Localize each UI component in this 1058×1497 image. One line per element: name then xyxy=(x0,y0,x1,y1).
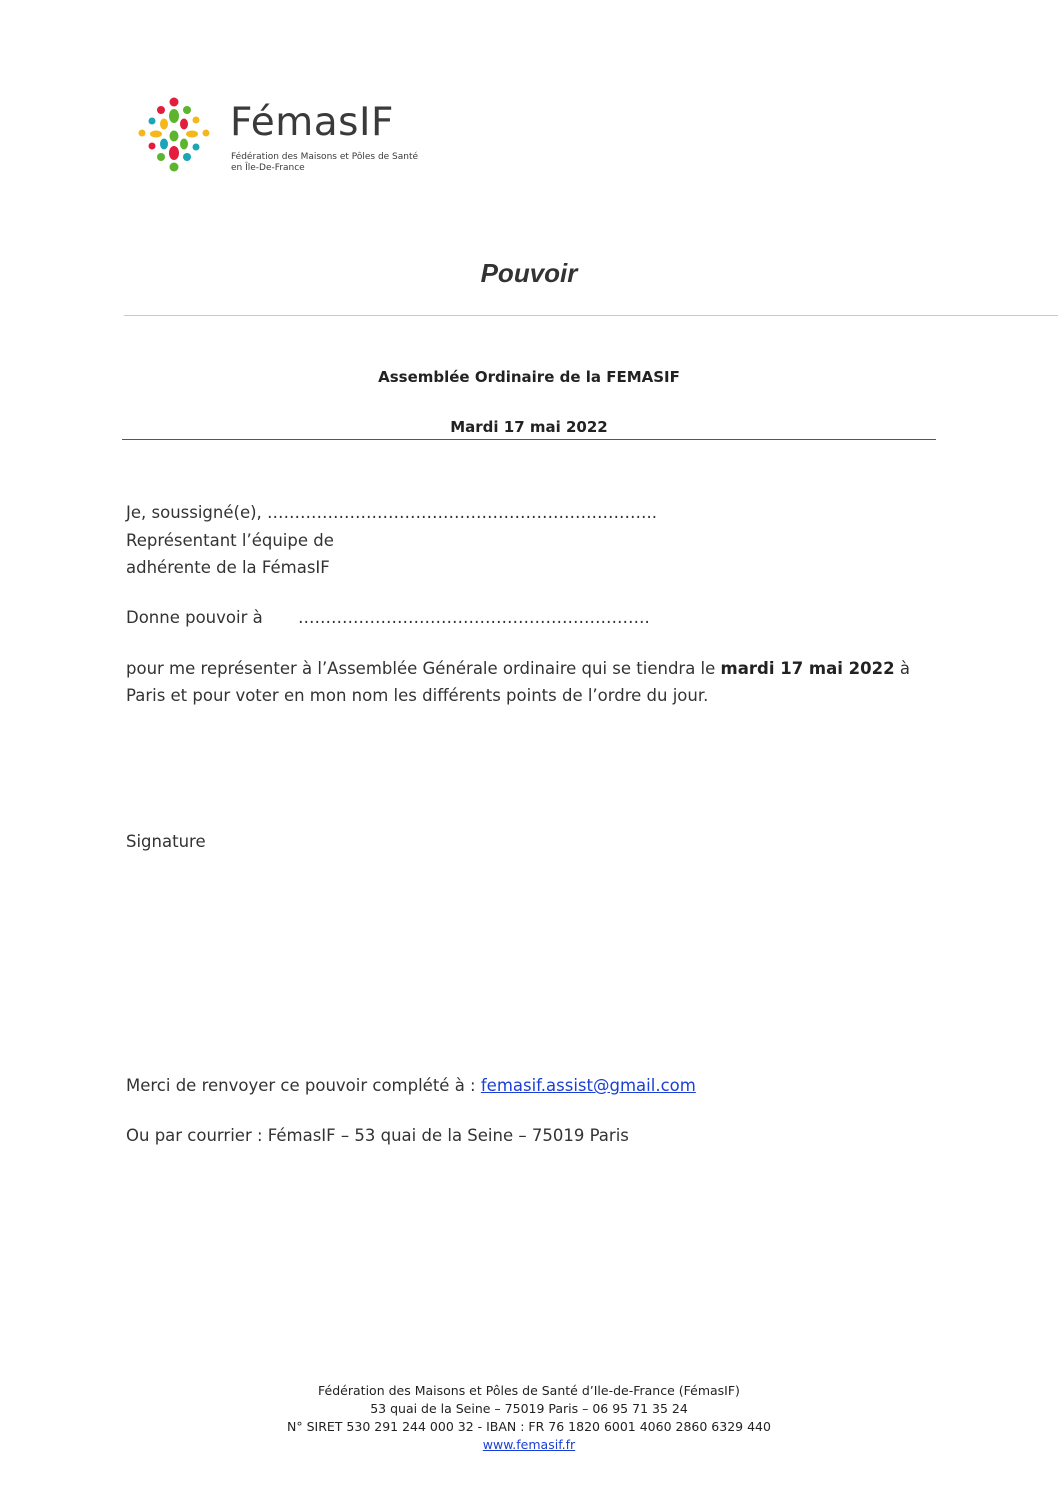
footer xyxy=(0,1382,1058,1454)
assembly-date: Mardi 17 mai 2022 xyxy=(450,418,608,436)
footer-line3: N° SIRET 530 291 244 000 32 - IBAN : FR 76 1820 6001 4060 2860 6329 440 xyxy=(287,1419,771,1434)
return-email-link[interactable]: femasif.assist@gmail.com xyxy=(480,1076,696,1095)
footer-line1: Fédération des Maisons et Pôles de Santé d’Ile-de-France (FémasIF) xyxy=(318,1383,740,1398)
undersigned-label: Je, soussigné(e), xyxy=(126,503,268,522)
undersigned-blank[interactable]: …………………………………………………………….. xyxy=(267,503,658,522)
mandate-paragraph xyxy=(126,655,926,709)
mandate-text-start: pour me représenter à l’Assemblée Générale ordinaire qui se tiendra le xyxy=(126,659,721,678)
proxy-blank[interactable]: ………………………………………………………. xyxy=(298,608,650,627)
femasif-logo xyxy=(134,96,424,180)
proxy-label: Donne pouvoir à xyxy=(126,608,263,627)
title-divider xyxy=(124,315,1058,316)
representing-line1: Représentant l’équipe de xyxy=(126,531,334,550)
mail-line: Ou par courrier : FémasIF – 53 quai de la Seine – 75019 Paris xyxy=(126,1126,629,1145)
return-line xyxy=(126,1076,696,1095)
logo-subtitle-line1: Fédération des Maisons et Pôles de Santé xyxy=(231,152,419,162)
logo-subtitle xyxy=(231,152,418,174)
assembly-title: Assemblée Ordinaire de la FEMASIF xyxy=(378,368,680,386)
representing-line2: adhérente de la FémasIF xyxy=(126,558,330,577)
mandate-date: mardi 17 mai 2022 xyxy=(720,659,895,678)
signature-label: Signature xyxy=(126,832,206,851)
logo-subtitle-line2: en Île-De-France xyxy=(231,163,305,173)
femasif-logo-mark-icon xyxy=(134,96,214,174)
mandate-text-end: à Paris et pour voter en mon nom les différents points de l’ordre du jour. xyxy=(126,659,910,705)
document-title: Pouvoir xyxy=(480,258,578,288)
footer-line2: 53 quai de la Seine – 75019 Paris – 06 95 71 35 24 xyxy=(370,1401,688,1416)
header-divider xyxy=(122,439,936,440)
footer-website-link[interactable]: www.femasif.fr xyxy=(482,1437,576,1452)
logo-wordmark: FémasIF xyxy=(230,100,394,145)
undersigned-line xyxy=(126,503,657,522)
return-label: Merci de renvoyer ce pouvoir complété à : xyxy=(126,1076,481,1095)
